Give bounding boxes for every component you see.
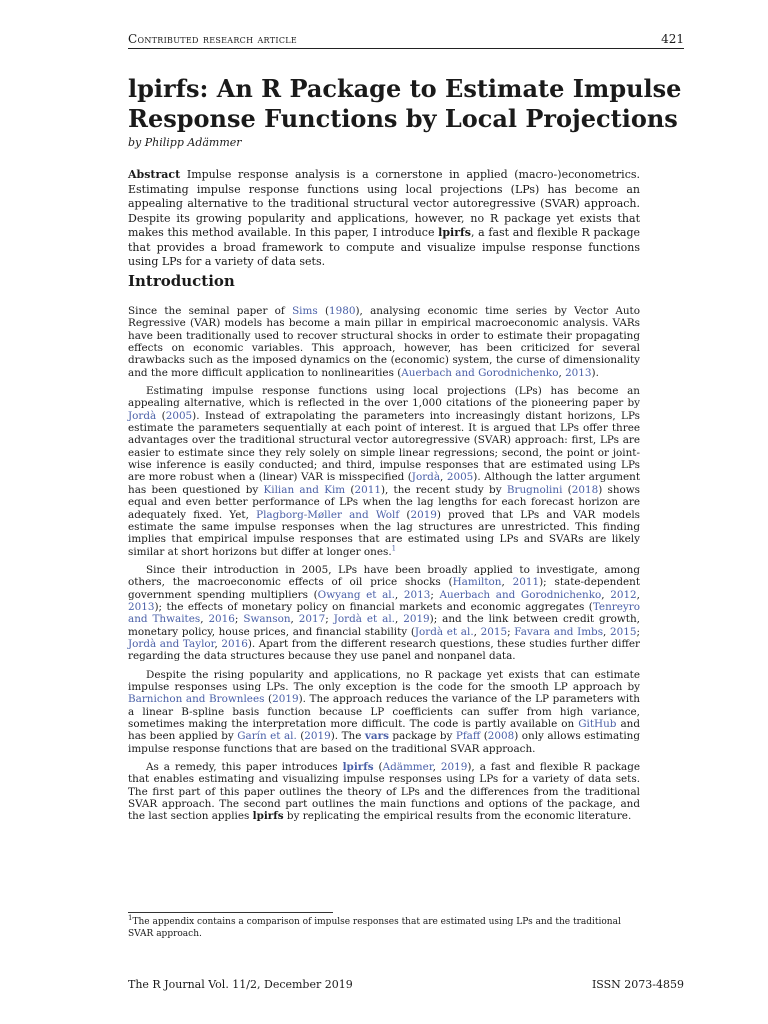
citation-link[interactable]: 2013 (565, 366, 592, 379)
package-name: lpirfs (438, 226, 471, 239)
header-rule (128, 48, 684, 49)
footnote-rule (128, 912, 333, 913)
citation-link[interactable]: Jordà (128, 409, 157, 422)
citation-link[interactable]: 2017 (298, 613, 326, 626)
abstract-text: , a fast and flexible R package that provides a broad framework to compute and visualize impulse response functions using LPs for a variety of data sets. (128, 226, 641, 268)
citation-link[interactable]: 2005 (165, 409, 193, 422)
citation-link[interactable]: Jordà et al. (414, 625, 474, 638)
citation-link[interactable]: 2011 (354, 483, 381, 496)
citation-link[interactable]: Auerbach and Gorodnichenko (439, 588, 602, 601)
github-link[interactable]: GitHub (578, 718, 617, 730)
citation-link[interactable]: Tenreyro and Thwaites (128, 600, 640, 626)
citation-link[interactable]: Jordà (411, 471, 441, 484)
citation-link[interactable]: 2018 (571, 483, 599, 496)
citation-link[interactable]: Sims (292, 305, 318, 317)
citation-link[interactable]: 2016 (208, 613, 235, 626)
issn: ISSN 2073-4859 (591, 978, 684, 991)
citation-link[interactable]: 1980 (329, 305, 356, 317)
citation-link[interactable]: Pfaff (455, 730, 481, 743)
article-title: lpirfs: An R Package to Estimate Impulse Response Functions by Local Projections (128, 74, 682, 133)
footnote-number: 1 (128, 914, 133, 922)
citation-link[interactable]: 2015 (610, 625, 637, 638)
package-link-lpirfs[interactable]: lpirfs (342, 761, 374, 774)
abstract (128, 168, 640, 270)
paragraph-2: Estimating impulse response functions using local projections (LPs) has become an appealing alternative, which is reflected in the over 1,000 citations of the pioneering paper by Jordà (2005). Instead of extrapolating the parameters into increasingly distant horizons, LPs estimate the parameters sequentially at each point of interest. It is argued that LPs offer three advantages over the traditional structural vector autoregressive (SVAR) approach: first, LPs are easier to estimate since they rely solely on simple linear regressions; second, the point or joint-wise inference is easily conducted; and third, impulse responses that are estimated using LPs are more robust when a (linear) VAR is misspecified (Jordà, 2005). Although the latter argument has been questioned by Kilian and Kim (2011), the recent study by Brugnolini (2018) shows equal and even better performance of LPs when the lag lengths for each forecast horizon are adequately fixed. Yet, Plagborg-Møller and Wolf (2019) proved that LPs and VAR models estimate the same impulse responses when the lag structures are unrestricted. This finding implies that empirical impulse responses that are estimated using LPs and SVARs are likely similar at short horizons but differ at longer ones.$^1$ (128, 385, 641, 558)
citation-link[interactable]: 2016 (221, 637, 248, 650)
citation-link[interactable]: 2008 (487, 730, 515, 743)
footnote-text: The appendix contains a comparison of impulse responses that are estimated using LPs and the traditional SVAR approach. (128, 917, 621, 939)
paragraph-3: Since their introduction in 2005, LPs have been broadly applied to investigate, among others, the macroeconomic effects of oil price shocks (Hamilton, 2011); state-dependent government spending multipliers (Owyang et al., 2013; Auerbach and Gorodnichenko, 2012, 2013); the effects of monetary policy on financial markets and economic aggregates (Tenreyro and Thwaites, 2016; Swanson, 2017; Jordà et al., 2019); and the link between credit growth, monetary policy, house prices, and financial stability (Jordà et al., 2015; Favara and Imbs, 2015; Jordà and Taylor, 2016). Apart from the different research questions, these studies further differ regarding the data structures because they use panel and nonpanel data. (128, 563, 641, 663)
footnote-marker[interactable]: 1 (391, 544, 397, 553)
citation-link[interactable]: Kilian and Kim (263, 483, 346, 496)
section-heading-introduction: Introduction (128, 272, 235, 290)
citation-link[interactable]: 2005 (446, 471, 474, 484)
abstract-text: Impulse response analysis is a cornerstone in applied (macro-)econometrics. Estimating impulse response functions using local projections (LPs) has become an appealing alternative to the traditional structural vector autoregressive (SVAR) approach. Despite its growing popularity and applications, however, no R package yet exists that makes this method available. In this paper, I introduce (128, 168, 641, 239)
running-header (128, 32, 684, 46)
citation-link[interactable]: Brugnolini (506, 483, 563, 496)
citation-link[interactable]: 2019 (304, 730, 331, 743)
citation-link[interactable]: 2019 (410, 508, 437, 521)
citation-link[interactable]: Swanson (243, 613, 291, 626)
citation-link[interactable]: Hamilton (452, 576, 502, 589)
citation-link[interactable]: Garín et al. (237, 730, 297, 743)
paragraph-1: Since the seminal paper of Sims (1980), analysing economic time series by Vector Auto Regressive (VAR) models has become a main pillar in empirical macroeconomic analysis. VARs have been traditionally used to recover structural shocks in order to estimate their propagating effects on economic variables. This approach, however, has been criticized for several drawbacks such as the imposed dynamics on the (economic) system, the curse of dimensionality and the more difficult application to nonlinearities (Auerbach and Gorodnichenko, 2013). (128, 305, 640, 379)
citation-link[interactable]: 2015 (480, 625, 508, 638)
citation-link[interactable]: 2012 (610, 588, 637, 601)
citation-link[interactable]: 2013 (403, 588, 431, 601)
citation-link[interactable]: 2013 (128, 600, 155, 613)
citation-link[interactable]: 2011 (512, 576, 540, 589)
footnote (128, 914, 640, 940)
paragraph-5: As a remedy, this paper introduces lpirfs (Adämmer, 2019), a fast and flexible R package that enables estimating and visualizing impulse responses using LPs for a variety of data sets. The first part of this paper outlines the theory of LPs and the differences from the traditional SVAR approach. The second part outlines the main functions and options of the package, and the last section applies lpirfs by replicating the empirical results from the economic literature. (128, 761, 641, 823)
introduction-body (128, 305, 640, 829)
citation-link[interactable]: 2019 (272, 693, 299, 706)
citation-link[interactable]: Adämmer (382, 761, 433, 774)
citation-link[interactable]: Favara and Imbs (514, 625, 604, 638)
citation-link[interactable]: 2019 (403, 613, 430, 626)
citation-link[interactable]: Auerbach and Gorodnichenko (401, 366, 559, 379)
citation-link[interactable]: Jordà and Taylor (128, 637, 215, 650)
citation-link[interactable]: Owyang et al. (317, 588, 395, 601)
package-link-vars[interactable]: vars (364, 730, 389, 743)
page-number: 421 (661, 32, 684, 46)
package-name: lpirfs (252, 810, 284, 823)
paragraph-4: Despite the rising popularity and applications, no R package yet exists that can estimate impulse responses using LPs. The only exception is the code for the smooth LP approach by Barnichon and Brownlees (2019). The approach reduces the variance of the LP parameters with a linear B-spline basis function because LP coefficients can suffer from high variance, sometimes making the interpretation more difficult. The code is partly available on GitHub and has been applied by Garín et al. (2019). The vars package by Pfaff (2008) only allows estimating impulse response functions that are based on the traditional SVAR approach. (128, 668, 641, 755)
journal-info: The R Journal Vol. 11/2, December 2019 (128, 978, 353, 991)
citation-link[interactable]: 2019 (440, 761, 468, 774)
running-title: Contributed research article (128, 32, 298, 46)
citation-link[interactable]: Barnichon and Brownlees (128, 693, 265, 706)
citation-link[interactable]: Plagborg-Møller and Wolf (256, 508, 400, 521)
author-byline: by Philipp Adämmer (128, 136, 242, 149)
abstract-label: Abstract (128, 168, 181, 181)
citation-link[interactable]: Jordà et al. (333, 613, 395, 626)
